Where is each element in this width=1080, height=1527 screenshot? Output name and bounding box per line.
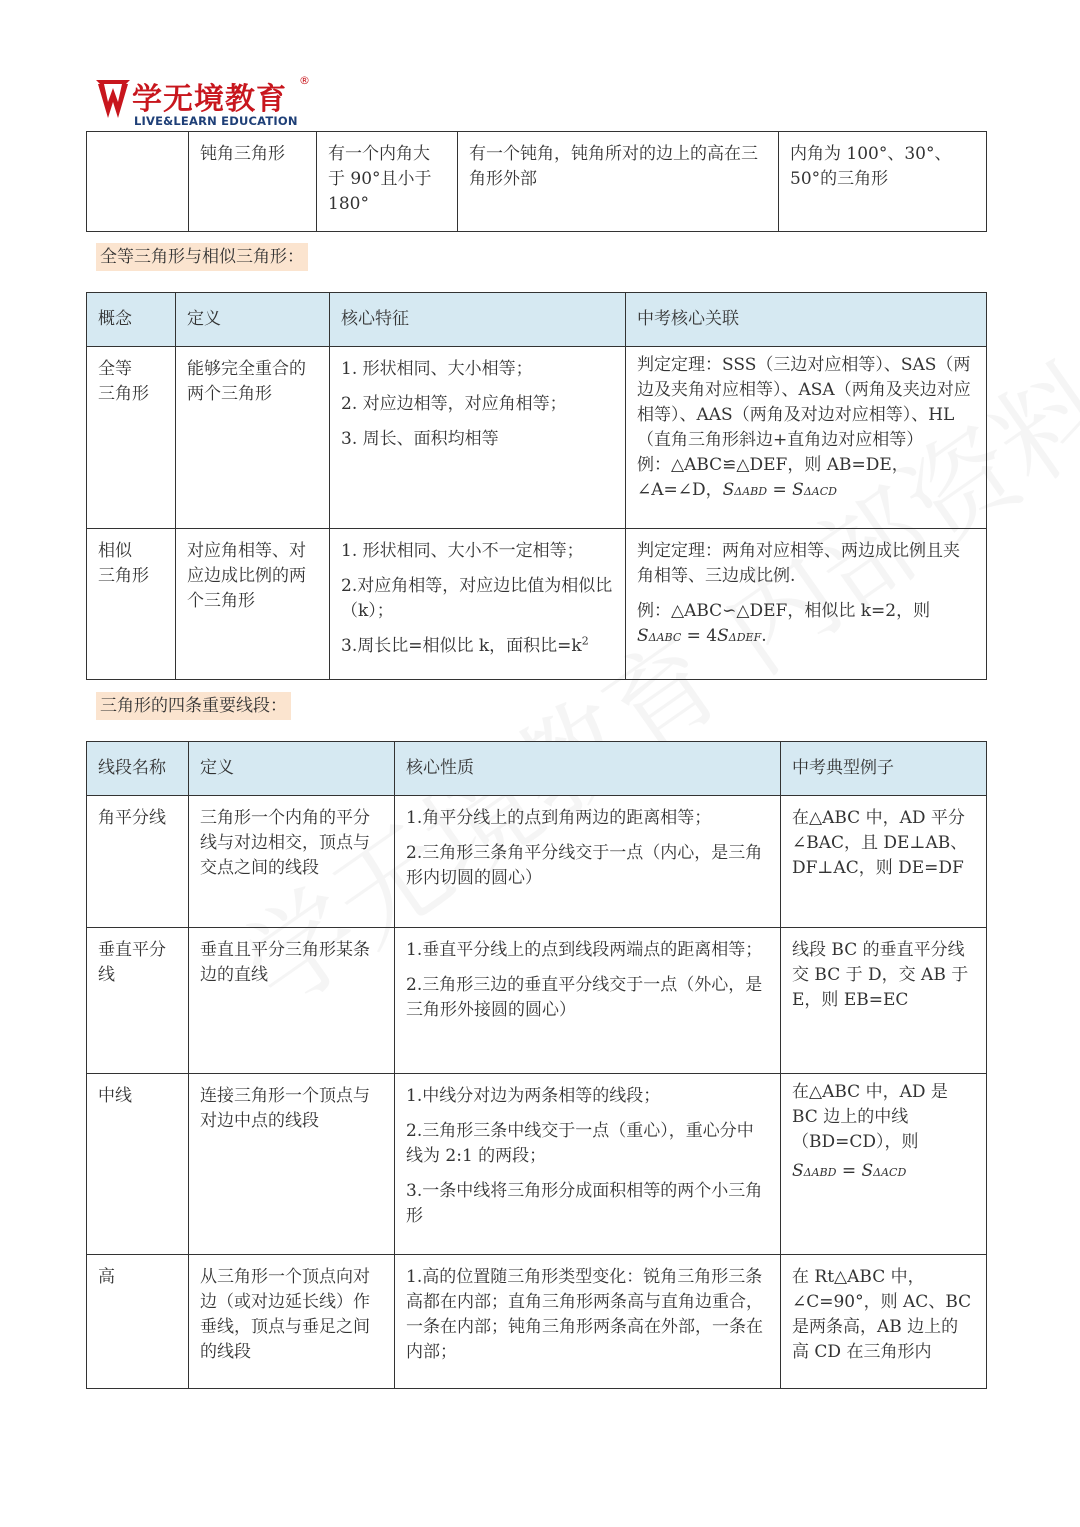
link-example bbox=[637, 453, 975, 504]
features-cell bbox=[330, 529, 626, 680]
prop-item: 1.中线分对边为两条相等的线段； bbox=[406, 1086, 661, 1106]
concept-cell bbox=[87, 347, 176, 529]
definition-cell: 三角形一个内角的平分线与对边相交，顶点与交点之间的线段 bbox=[189, 796, 395, 928]
table-header-row bbox=[87, 293, 987, 347]
feature-text: 3.周长比=相似比 k，面积比=k bbox=[341, 636, 582, 656]
example-cell: 在△ABC 中，AD 平分∠BAC，且 DE⊥AB、DF⊥AC，则 DE=DF bbox=[781, 796, 987, 928]
concept-line: 三角形 bbox=[98, 384, 149, 404]
formula-operator: = bbox=[767, 480, 793, 500]
formula-end: . bbox=[761, 626, 767, 646]
table-row bbox=[87, 1255, 987, 1389]
column-header: 概念 bbox=[87, 293, 176, 347]
features-cell bbox=[330, 347, 626, 529]
logo-mark-icon bbox=[96, 78, 130, 124]
table-header-row bbox=[87, 742, 987, 796]
formula-subscript: ΔACD bbox=[803, 485, 837, 498]
registered-mark: ® bbox=[299, 74, 310, 87]
example-text: 在△ABC 中，AD 是 BC 边上的中线（BD=CD），则 bbox=[792, 1082, 948, 1152]
table-row bbox=[87, 796, 987, 928]
link-example bbox=[637, 599, 975, 650]
definition-cell: 对应角相等、对应边成比例的两个三角形 bbox=[176, 529, 330, 680]
table-cell bbox=[87, 132, 189, 232]
prop-item: 2.三角形三条角平分线交于一点（内心，是三角形内切圆的圆心） bbox=[406, 843, 763, 888]
column-header: 核心特征 bbox=[330, 293, 626, 347]
formula-symbol: S bbox=[637, 626, 649, 646]
segment-name-cell: 高 bbox=[87, 1255, 189, 1389]
props-cell bbox=[395, 1255, 781, 1389]
column-header: 定义 bbox=[176, 293, 330, 347]
concept-line: 全等 bbox=[98, 359, 132, 379]
prop-item: 3.一条中线将三角形分成面积相等的两个小三角形 bbox=[406, 1181, 763, 1226]
table-row bbox=[87, 928, 987, 1074]
table-row bbox=[87, 132, 987, 232]
segment-name-cell: 角平分线 bbox=[87, 796, 189, 928]
definition-cell: 能够完全重合的两个三角形 bbox=[176, 347, 330, 529]
link-text: 判定定理：SSS（三边对应相等）、SAS（两边及夹角对应相等）、ASA（两角及夹边对应相等）、AAS（两角及对边对应相等）、HL（直角三角形斜边+直角边对应相等） bbox=[637, 355, 971, 450]
prop-item: 1.角平分线上的点到角两边的距离相等； bbox=[406, 808, 712, 828]
table-row bbox=[87, 347, 987, 529]
formula-subscript: ΔABD bbox=[803, 1166, 837, 1179]
example-text: 例：△ABC∽△DEF，相似比 k=2，则 bbox=[637, 601, 931, 621]
feature-item: 3. 周长、面积均相等 bbox=[341, 429, 499, 449]
definition-cell: 连接三角形一个顶点与对边中点的线段 bbox=[189, 1074, 395, 1255]
formula-subscript: ΔABD bbox=[734, 485, 768, 498]
formula-subscript: ΔABC bbox=[648, 631, 682, 644]
column-header: 核心性质 bbox=[395, 742, 781, 796]
formula-symbol: S bbox=[792, 1161, 804, 1181]
formula-symbol: S bbox=[722, 480, 735, 500]
concept-line: 三角形 bbox=[98, 566, 149, 586]
concept-line: 相似 bbox=[98, 541, 132, 561]
example-cell: 线段 BC 的垂直平分线交 BC 于 D，交 AB 于 E，则 EB=EC bbox=[781, 928, 987, 1074]
feature-item: 2. 对应边相等，对应角相等； bbox=[341, 394, 567, 414]
formula-operator: = bbox=[836, 1161, 862, 1181]
example-cell: 在 Rt△ABC 中，∠C=90°，则 AC、BC 是两条高，AB 边上的高 CD 在三角形内 bbox=[781, 1255, 987, 1389]
formula-symbol: S bbox=[792, 480, 804, 500]
formula-subscript: ΔDEF bbox=[728, 631, 762, 644]
triangle-types-table bbox=[86, 131, 987, 232]
table-cell: 有一个钝角，钝角所对的边上的高在三角形外部 bbox=[458, 132, 779, 232]
example-cell bbox=[781, 1074, 987, 1255]
props-cell bbox=[395, 928, 781, 1074]
feature-item: 2.对应角相等，对应边比值为相似比（k）； bbox=[341, 576, 613, 621]
table-cell: 钝角三角形 bbox=[189, 132, 317, 232]
section-title: 三角形的四条重要线段： bbox=[96, 692, 291, 720]
formula-operator: = 4 bbox=[681, 626, 718, 646]
formula-subscript: ΔACD bbox=[873, 1166, 907, 1179]
table-cell: 有一个内角大于 90°且小于 180° bbox=[317, 132, 458, 232]
feature-item: 1. 形状相同、大小不一定相等； bbox=[341, 541, 584, 561]
feature-item bbox=[341, 634, 614, 659]
link-cell bbox=[626, 347, 987, 529]
formula-symbol: S bbox=[717, 626, 729, 646]
prop-item: 1.高的位置随三角形类型变化：锐角三角形三条高都在内部；直角三角形两条高与直角边重合，一条在内部；钝角三角形两条高在外部，一条在内部； bbox=[406, 1267, 763, 1362]
table-cell: 内角为 100°、30°、50°的三角形 bbox=[779, 132, 987, 232]
prop-item: 2.三角形三边的垂直平分线交于一点（外心，是三角形外接圆的圆心） bbox=[406, 975, 763, 1020]
feature-item: 1. 形状相同、大小相等； bbox=[341, 359, 533, 379]
segment-name-cell: 垂直平分线 bbox=[87, 928, 189, 1074]
example-formula bbox=[792, 1159, 975, 1185]
column-header: 中考典型例子 bbox=[781, 742, 987, 796]
example-text: 例：△ABC≌△DEF，则 AB=DE，∠A=∠D， bbox=[637, 455, 909, 500]
prop-item: 1.垂直平分线上的点到线段两端点的距离相等； bbox=[406, 940, 763, 960]
props-cell bbox=[395, 1074, 781, 1255]
prop-item: 2.三角形三条中线交于一点（重心），重心分中线为 2:1 的两段； bbox=[406, 1121, 754, 1166]
brand-name-en: LIVE&LEARN EDUCATION bbox=[134, 114, 298, 128]
brand-logo bbox=[96, 74, 326, 130]
table-row bbox=[87, 1074, 987, 1255]
column-header: 定义 bbox=[189, 742, 395, 796]
congruent-similar-table bbox=[86, 292, 987, 680]
table-row bbox=[87, 529, 987, 680]
link-text: 判定定理：两角对应相等、两边成比例且夹角相等、三边成比例. bbox=[637, 541, 960, 586]
brand-name-cn: 学无境教育 bbox=[132, 82, 287, 117]
column-header: 中考核心关联 bbox=[626, 293, 987, 347]
link-cell bbox=[626, 529, 987, 680]
props-cell bbox=[395, 796, 781, 928]
feature-superscript: 2 bbox=[581, 634, 589, 648]
concept-cell bbox=[87, 529, 176, 680]
segment-name-cell: 中线 bbox=[87, 1074, 189, 1255]
triangle-segments-table bbox=[86, 741, 987, 1389]
section-title: 全等三角形与相似三角形： bbox=[96, 243, 308, 271]
definition-cell: 垂直且平分三角形某条边的直线 bbox=[189, 928, 395, 1074]
column-header: 线段名称 bbox=[87, 742, 189, 796]
formula-symbol: S bbox=[861, 1161, 874, 1181]
definition-cell: 从三角形一个顶点向对边（或对边延长线）作垂线，顶点与垂足之间的线段 bbox=[189, 1255, 395, 1389]
